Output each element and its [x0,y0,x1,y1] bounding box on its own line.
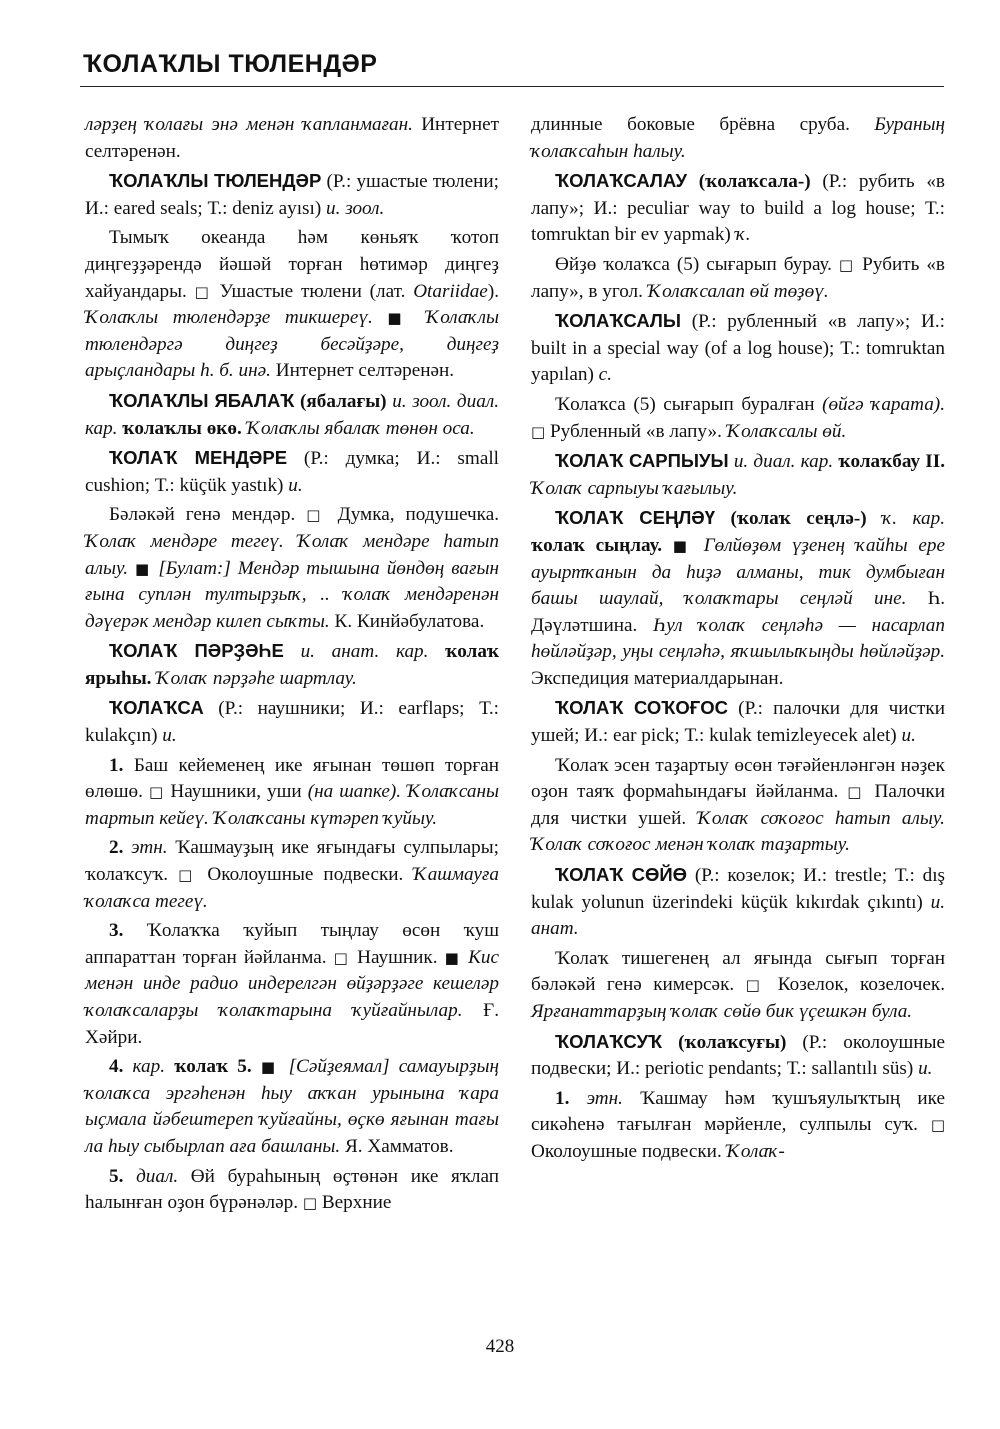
left-column [85,112,499,1220]
headword: ҠОЛАҠ СӨЙӨ [555,864,688,886]
headword: ҠОЛАҠ СОҠОҒОС [555,697,728,719]
entry-paragraph: ләрҙең ҡолағы энә менән ҡапланмаған. Интернет селтәренән. [85,114,499,162]
open-square-icon: □ [306,506,327,525]
headword: ҠОЛАҠСАЛАУ [555,170,688,192]
sense: 2. этн. Ҡашмауҙың ике яғындағы сулпылары; ҡолаҡсуҡ. □ Околоушные подвески. Ҡашмауға ҡолаҡса тегеү. [85,837,499,912]
definition: Ҡолаҡ тишегенең ал яғында сығып торған бәләкәй генә кимерсәк. □ Козелок, козелочек. Ярғанаттарҙың ҡолаҡ сөйө бик үҫешкән була. [531,947,945,1022]
dictionary-entry: ҠОЛАҠ СЕҢЛӘҮ (ҡолаҡ сеңлә-) ҡ. кар. ҡолаҡ сыңлау. ■ Гөлйөҙөм үҙенең ҡайһы ере ауыртҡанын да һиҙә алманы, тик думбыған башы шаулай, ҡолаҡтары сеңләй ине. Һ. Дәүләтшина. Һул ҡолаҡ сеңләһә — насарлап һөйләйҙәр, уңы сеңләһә, яҡшылыҡыңды һөйләйҙәр. Экспедиция материалдарынан. [531,507,945,689]
headword: ҠОЛАҠ МЕНДӘРЕ [109,447,288,469]
open-square-icon: □ [838,255,856,274]
filled-square-icon: ■ [387,309,412,328]
headword: ҠОЛАҠСА [109,697,204,719]
entry-paragraph: длинные боковые брёвна сруба. Бураның ҡолаҡсаһын һалыу. [531,114,945,162]
dictionary-entry: ҠОЛАҠЛЫ ТЮЛЕНДӘР (Р.: ушастые тюлени; И.: eared seals; Т.: deniz ayısı) и. зоол. [85,170,499,219]
dictionary-entry: ҠОЛАҠ СӨЙӨ (Р.: козелок; И.: trestle; Т.: dış kulak yolunun üzerindeki küçük kıkırdak çıkıntı) и. анат. [531,864,946,940]
headword: ҠОЛАҠЛЫ ЯБАЛАҠ [109,389,295,411]
sense: 5. диал. Өй бураһының өҫтөнән ике яҡлап һалынған оҙон бүрәнәләр. □ Верхние [85,1165,499,1214]
dictionary-entry: ҠОЛАҠ МЕНДӘРЕ (Р.: думка; И.: small cushion; Т.: küçük yastık) и. [85,447,500,496]
open-square-icon: □ [930,1116,945,1135]
filled-square-icon: ■ [672,536,693,555]
dictionary-entry: ҠОЛАҠСАЛАУ (ҡолаҡсала-) (Р.: рубить «в лапу»; И.: peculiar way to build a log house; Т.: tomruktan bir ev yapmak) ҡ. [531,170,945,246]
sense: 3. Ҡолаҡҡа ҡуйып тыңлау өсөн ҡуш аппараттан торған йәйланма. □ Наушник. ■ Кис менән инде радио индерелгән өйҙәрҙәге кешеләр ҡолаҡсаларҙы ҡолаҡтарына ҡуйғайнылар. Ғ. Хәйри. [85,920,499,1048]
sense: 4. кар. ҡолаҡ 5. ■ [Сәйҙеямал] самауырҙың ҡолаҡса эргәһенән һыу аҡҡан урынына ҡара ыҫмала йәбештереп ҡуйғайны, өҫкө яғынан тағы ла һыу сыбырлап аға башланы. Я. Хамматов. [85,1056,500,1157]
page-number: 428 [485,1336,515,1357]
definition: Өйҙө ҡолаҡса (5) сығарып бурау. □ Рубить «в лапу», в угол. Ҡолаҡсалап өй төҙөү. [531,253,945,302]
right-column [531,112,945,1169]
headword: ҠОЛАҠ ПӘРҘӘҺЕ [109,640,284,662]
headword: ҠОЛАҠ САРПЫУЫ [555,450,729,472]
open-square-icon: □ [847,783,866,802]
open-square-icon: □ [194,282,212,301]
open-square-icon: □ [745,976,767,995]
sense: 1. этн. Ҡашмау һәм ҡушъяулыҡтың ике сикәһенә тағылған мәрйенле, сулпылы суҡ. □ Околоушные подвески. Ҡолаҡ- [531,1087,945,1162]
sense: 1. Баш кейеменең ике яғынан төшөп торған өлөшө. □ Наушники, уши (на шапке). Ҡолаҡсаны тартып кейеү. Ҡолаҡсаны күтәреп ҡуйыу. [85,754,500,829]
open-square-icon: □ [333,948,351,967]
dictionary-entry: ҠОЛАҠЛЫ ЯБАЛАҠ (ябалағы) и. зоол. диал. кар. ҡолаҡлы өкө. Ҡолаҡлы ябалаҡ төнөн оса. [85,389,499,439]
headword: ҠОЛАҠЛЫ ТЮЛЕНДӘР [109,170,322,192]
filled-square-icon: ■ [260,1058,280,1077]
filled-square-icon: ■ [135,559,152,578]
dictionary-entry: ҠОЛАҠСАЛЫ (Р.: рубленный «в лапу»; И.: built in a special way (of a log house); Т.: tomruktan yapılan) с. [531,310,945,386]
dictionary-entry: ҠОЛАҠ СОҠОҒОС (Р.: палочки для чистки ушей; И.: ear pick; Т.: kulak temizleyecek alet) и. [531,697,945,747]
open-square-icon: □ [302,1194,318,1213]
headword: ҠОЛАҠСУҠ [555,1030,663,1052]
open-square-icon: □ [531,422,546,441]
filled-square-icon: ■ [444,948,462,967]
open-square-icon: □ [178,866,198,885]
open-square-icon: □ [148,783,165,802]
running-title: ҠОЛАҠЛЫ ТЮЛЕНДӘР [83,50,378,78]
dictionary-entry: ҠОЛАҠ ПӘРҘӘҺЕ и. анат. кар. ҡолаҡ ярыһы. Ҡолаҡ пәрҙәһе шартлау. [85,640,500,689]
definition: Ҡолаҡ эсен таҙартыу өсөн тәғәйенләнгән нәҙек оҙон таяҡ формаһындағы йәйланма. □ Палочки для чистки ушей. Ҡолаҡ соҡоғос һатып алыу. Ҡолаҡ соҡоғос менән ҡолаҡ таҙартыу. [531,754,945,856]
headword: ҠОЛАҠСАЛЫ [555,310,682,332]
definition: Ҡолаҡса (5) сығарып буралған (өйгә ҡарата). □ Рубленный «в лапу». Ҡолаҡсалы өй. [531,393,945,442]
definition: Тымыҡ океанда һәм көньяҡ ҡотоп диңгеҙҙәрендә йәшәй торған һөтимәр диңгеҙ хайуандары. □ Ушастые тюлени (лат. Otariidae). Ҡолаҡлы тюлендәрҙе тикшереү. ■ Ҡолаҡлы тюлендәргә диңгеҙ бесәйҙәре, диңгеҙ арыҫландары һ. б. инә. Интернет селтәренән. [85,227,500,382]
header-rule [80,86,944,87]
headword: ҠОЛАҠ СЕҢЛӘҮ [555,507,716,529]
dictionary-entry: ҠОЛАҠ САРПЫУЫ и. диал. кар. ҡолаҡбау II. Ҡолаҡ сарпыуы ҡағылыу. [531,450,945,499]
definition: Бәләкәй генә мендәр. □ Думка, подушечка. Ҡолаҡ мендәре тегеү. Ҡолаҡ мендәре һатып алыу. ■ [Булат:] Мендәр тышына йөндөң вағын ғына суплән тултырҙыҡ, .. ҡолаҡ мендәренән дәүерәк мендәр килеп сыҡты. К. Кинйәбулатова. [85,504,500,632]
dictionary-entry: ҠОЛАҠСУҠ (ҡолаҡсуғы) (Р.: околоушные подвески; И.: periotic pendants; Т.: sallantılı süs) и. [531,1030,945,1080]
dictionary-entry: ҠОЛАҠСА (Р.: наушники; И.: earflaps; Т.: kulakçın) и. [85,697,499,747]
